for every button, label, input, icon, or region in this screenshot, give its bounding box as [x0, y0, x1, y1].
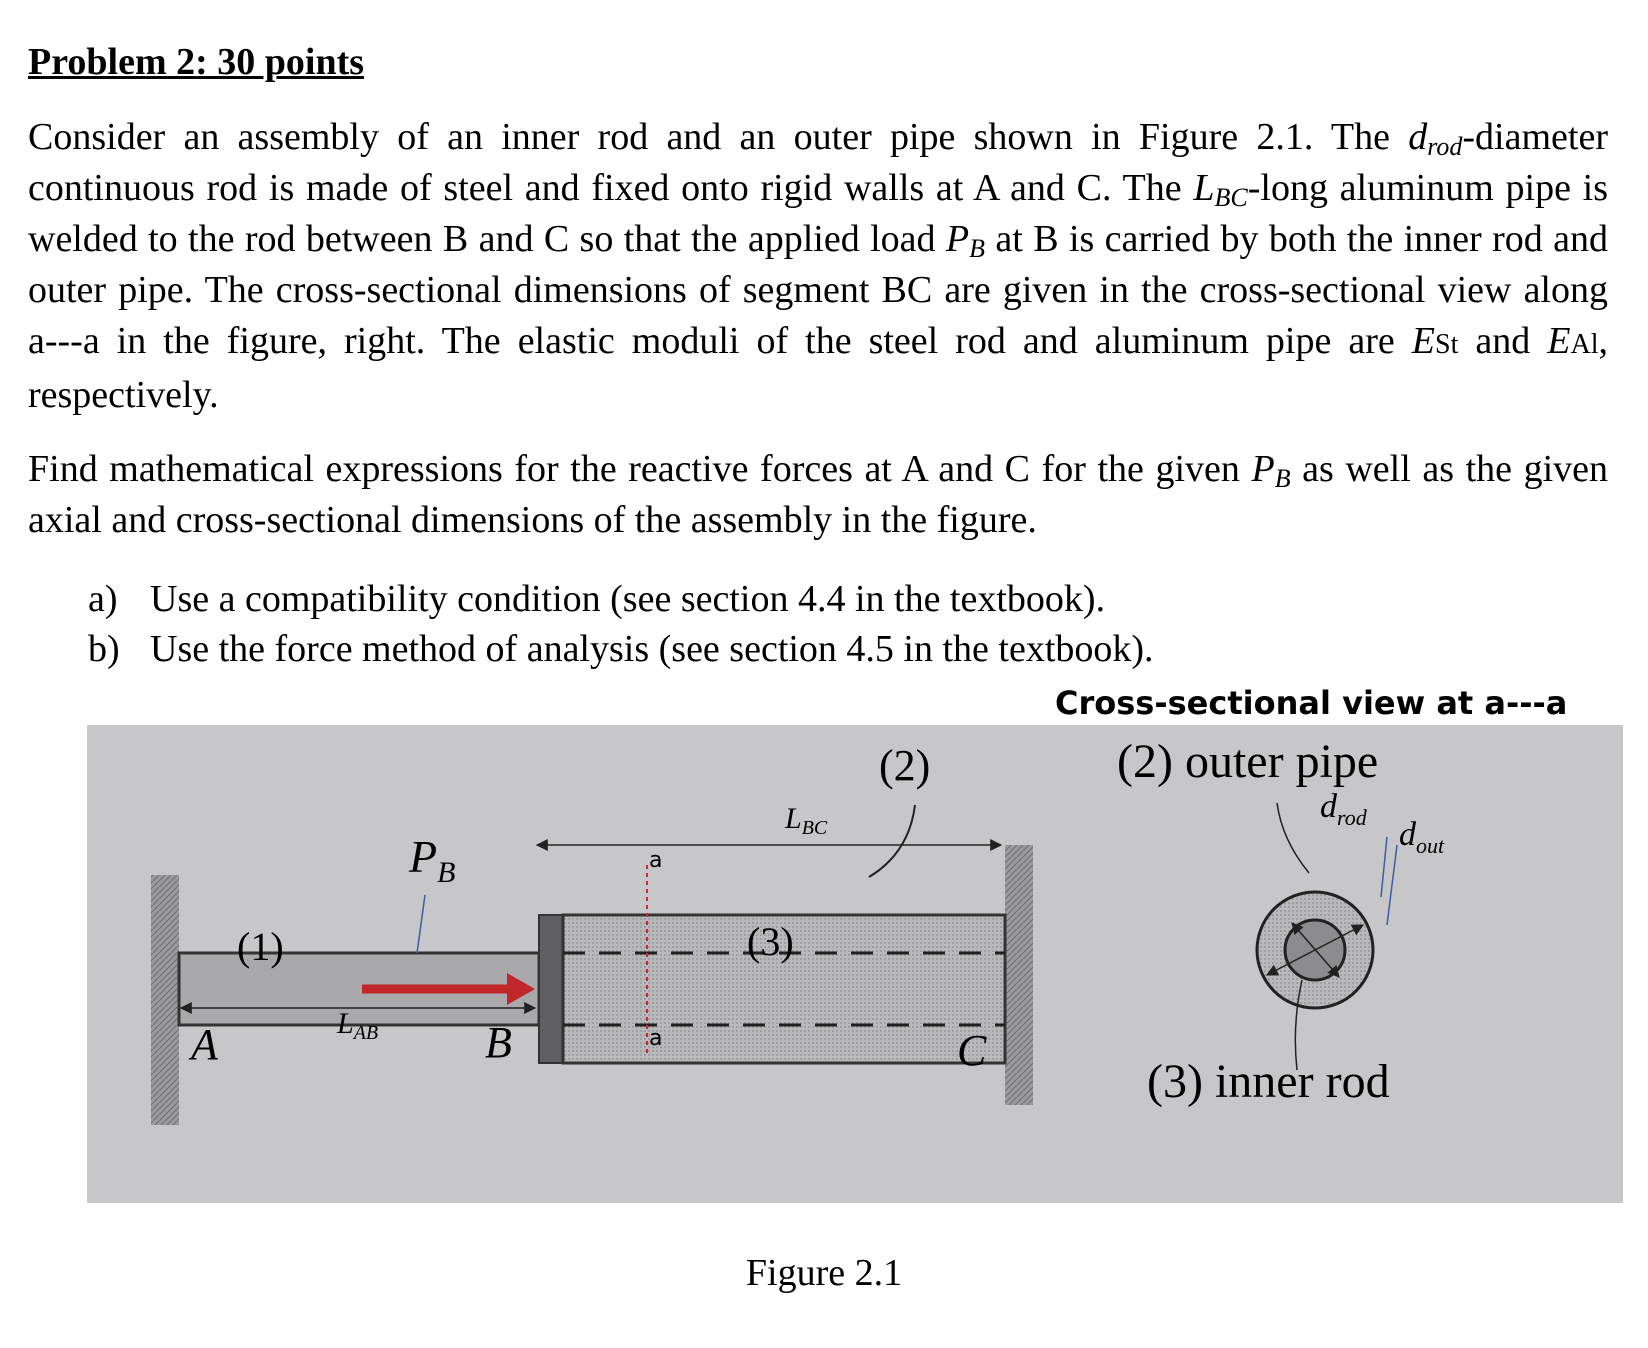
- p1-text-3: -long aluminum pipe is welded to the rod between B and C so that the applied load: [28, 167, 1609, 260]
- problem-question: [28, 444, 1608, 546]
- section-label-top: a: [649, 848, 663, 873]
- pb-leader: [417, 895, 425, 953]
- task-a: [88, 574, 1105, 624]
- member-2-leader: [869, 805, 915, 877]
- task-a-text: Use a compatibility condition (see section 4.4 in the textbook).: [150, 578, 1106, 620]
- p1-text-1: Consider an assembly of an inner rod and an outer pipe shown in Figure 2.1. The: [28, 116, 1409, 158]
- p2-text-1: Find mathematical expressions for the reactive forces at A and C for the given: [28, 448, 1252, 490]
- outer-pipe-label: (2) outer pipe: [1117, 735, 1379, 788]
- point-c-label: C: [957, 1026, 987, 1075]
- drod-label-main: d: [1320, 788, 1337, 825]
- pb-sub: B: [969, 234, 986, 263]
- dout-label-sub: out: [1416, 833, 1445, 858]
- figure-drawing: [87, 725, 1623, 1203]
- inner-rod-label: (3) inner rod: [1147, 1055, 1390, 1108]
- lbc-label-main: L: [785, 802, 802, 835]
- lab-label-sub: AB: [353, 1022, 379, 1044]
- pb-sub-2: B: [1274, 464, 1291, 493]
- p1-text-4: at B is carried by both the inner rod and outer pipe. The cross-sectional dimensions of segment BC are given in the cross-sectional view along a---a in the figure, right. The elastic moduli of the steel rod and aluminum pipe are: [28, 218, 1608, 362]
- task-b-text: Use the force method of analysis (see section 4.5 in the textbook).: [150, 628, 1154, 670]
- lbc-var: L: [1193, 167, 1215, 209]
- member-3-label: (3): [747, 919, 794, 964]
- p1-text-5: and: [1458, 320, 1548, 362]
- pb-label: [408, 831, 455, 889]
- dout-leader: [1387, 845, 1397, 925]
- drod-leader: [1381, 837, 1387, 897]
- pb-var-2: P: [1251, 448, 1275, 490]
- task-b-label: b): [88, 628, 120, 670]
- lbc-sub: BC: [1214, 183, 1248, 212]
- lbc-label: [784, 802, 828, 839]
- task-b: [88, 624, 1154, 674]
- pb-var: P: [945, 218, 970, 260]
- pb-label-main: P: [409, 831, 438, 882]
- point-b-label: B: [485, 1018, 512, 1067]
- est-var: E: [1411, 320, 1435, 362]
- point-a-label: A: [191, 1020, 218, 1069]
- drod-var: d: [1408, 116, 1428, 158]
- task-a-label: a): [88, 578, 118, 620]
- drod-sub: rod: [1427, 132, 1463, 161]
- outer-pipe-leader: [1277, 803, 1309, 873]
- lbc-label-sub: BC: [801, 817, 828, 839]
- p1-text-2: -diameter continuous rod is made of steel and fixed onto rigid walls at A and C. The: [28, 116, 1608, 209]
- pb-label-sub: B: [437, 856, 456, 889]
- drod-label-sub: rod: [1337, 805, 1367, 830]
- member-2-label: (2): [879, 741, 931, 790]
- p1-text-6: , respectively.: [28, 320, 1608, 416]
- wall-a: [151, 875, 179, 1125]
- problem-statement: [28, 112, 1608, 421]
- section-label-bottom: a: [649, 1026, 663, 1051]
- est-sub: St: [1435, 329, 1459, 360]
- drod-label: [1320, 788, 1368, 830]
- figure-caption: Figure 2.1: [745, 1252, 903, 1294]
- eal-sub: Al: [1570, 329, 1599, 360]
- weld-collar: [539, 915, 563, 1063]
- dout-label-main: d: [1399, 816, 1416, 853]
- dout-label: [1399, 816, 1445, 858]
- lab-label-main: L: [337, 1007, 354, 1040]
- p2-text-2: as well as the given axial and cross-sectional dimensions of the assembly in the figure.: [28, 448, 1608, 541]
- wall-c: [1005, 845, 1033, 1105]
- problem-title: Problem 2: 30 points: [28, 41, 365, 83]
- member-1-label: (1): [237, 924, 284, 969]
- figure-2-1: [87, 684, 1623, 1203]
- cross-section-heading: Cross-sectional view at a---a: [1055, 684, 1568, 722]
- eal-var: E: [1547, 320, 1571, 362]
